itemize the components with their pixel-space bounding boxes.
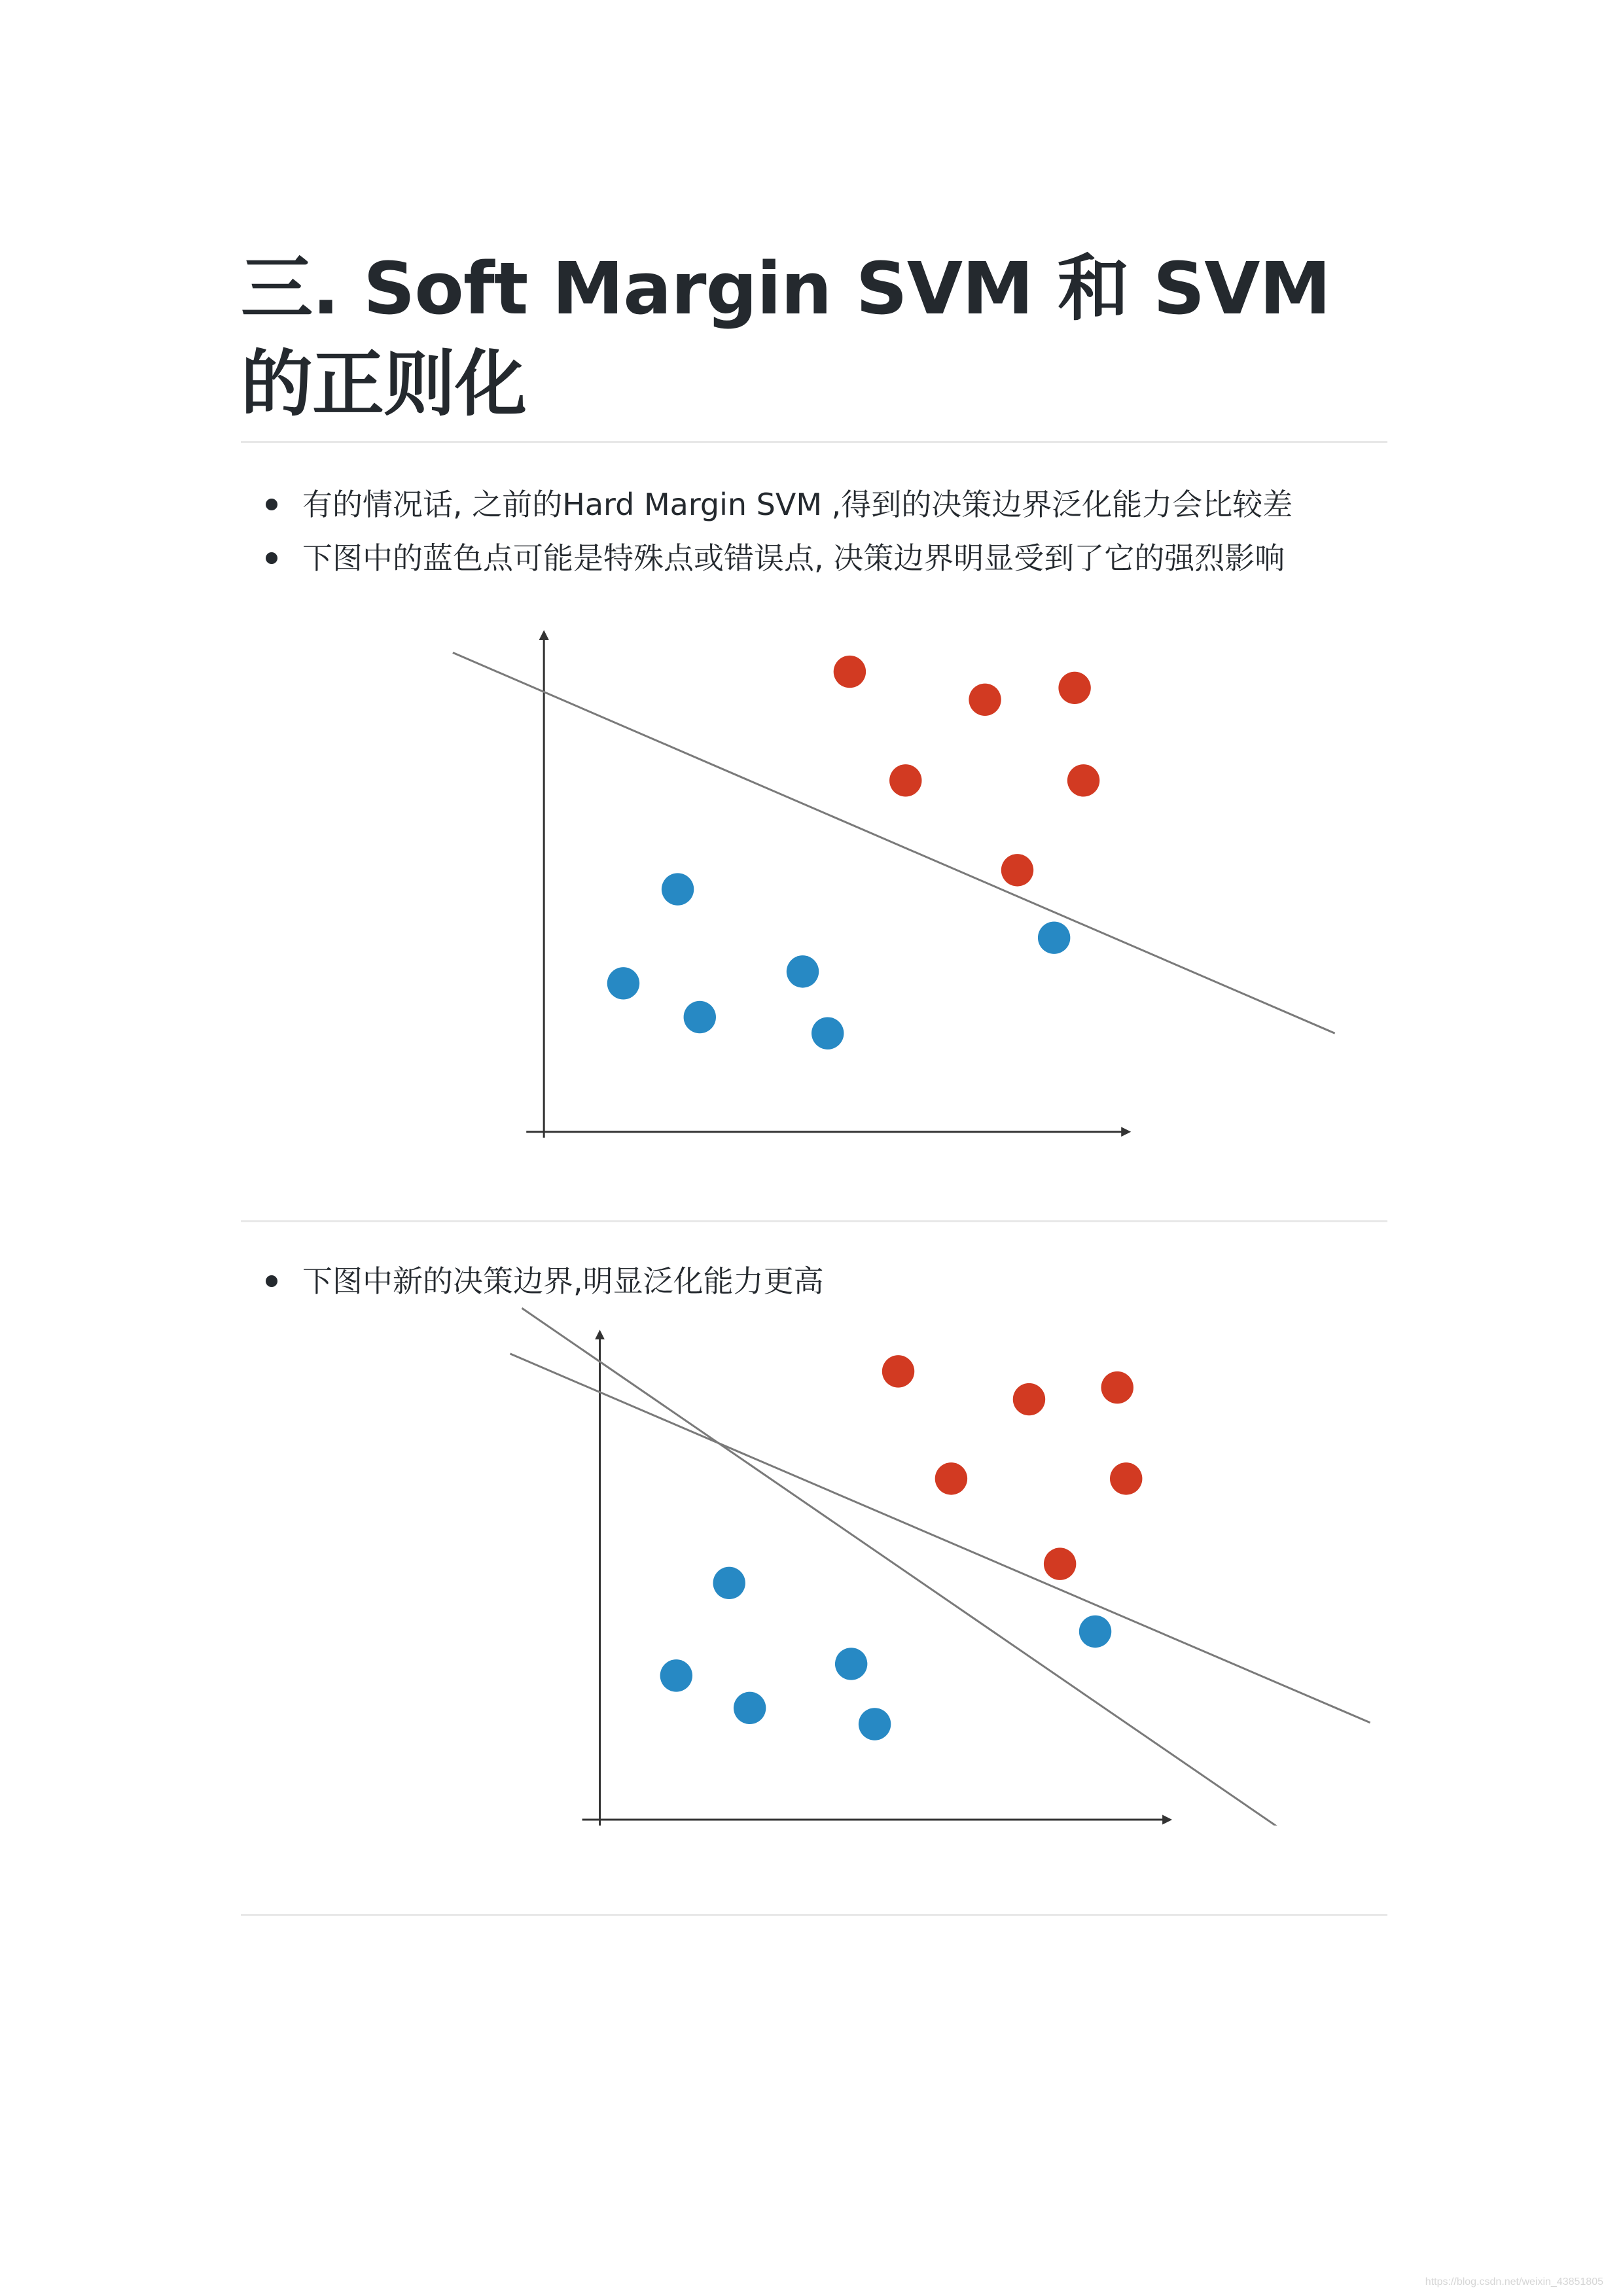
blue-point [1038, 921, 1070, 953]
blue-point [734, 1692, 766, 1724]
blue-point [660, 1659, 692, 1691]
bullet-list-section-1 [241, 478, 1393, 585]
scatter-plot [419, 609, 1374, 1145]
decision-boundary-line [510, 1354, 1370, 1723]
red-point [969, 684, 1001, 716]
bullet-list-section-2 [241, 1254, 1393, 1308]
red-point [1001, 854, 1033, 886]
section-divider [241, 1220, 1387, 1222]
red-point [1101, 1371, 1133, 1404]
bullet-item: 有的情况话, 之前的Hard Margin SVM ,得到的决策边界泛化能力会比较差 [241, 478, 1393, 531]
blue-point [1079, 1616, 1111, 1648]
decision-boundary-line [453, 652, 1335, 1033]
red-point [1067, 764, 1099, 796]
scatter-plot [497, 1302, 1374, 1826]
blue-point [812, 1017, 844, 1049]
red-point [882, 1355, 914, 1387]
svm-figure-soft-margin [497, 1302, 1374, 1826]
red-point [1058, 672, 1090, 704]
bullet-item: 下图中的蓝色点可能是特殊点或错误点, 决策边界明显受到了它的强烈影响 [241, 531, 1393, 585]
blue-point [787, 955, 819, 987]
svm-figure-hard-margin [419, 609, 1374, 1145]
blue-point [607, 967, 639, 999]
red-point [1110, 1462, 1142, 1494]
red-point [889, 764, 921, 796]
red-point [1013, 1383, 1045, 1415]
blue-point [713, 1567, 745, 1599]
bullet-item: 下图中新的决策边界,明显泛化能力更高 [241, 1254, 1393, 1308]
blue-point [662, 873, 694, 905]
blue-point [684, 1001, 716, 1033]
page-title: 三. Soft Margin SVM 和 SVM的正则化 [241, 247, 1330, 426]
blue-point [859, 1708, 891, 1740]
watermark: https://blog.csdn.net/weixin_43851805 [1425, 2276, 1603, 2287]
red-point [834, 656, 866, 688]
red-point [935, 1462, 967, 1494]
section-divider [241, 1914, 1387, 1916]
section-divider [241, 441, 1387, 443]
blue-point [835, 1648, 867, 1680]
red-point [1044, 1547, 1076, 1580]
